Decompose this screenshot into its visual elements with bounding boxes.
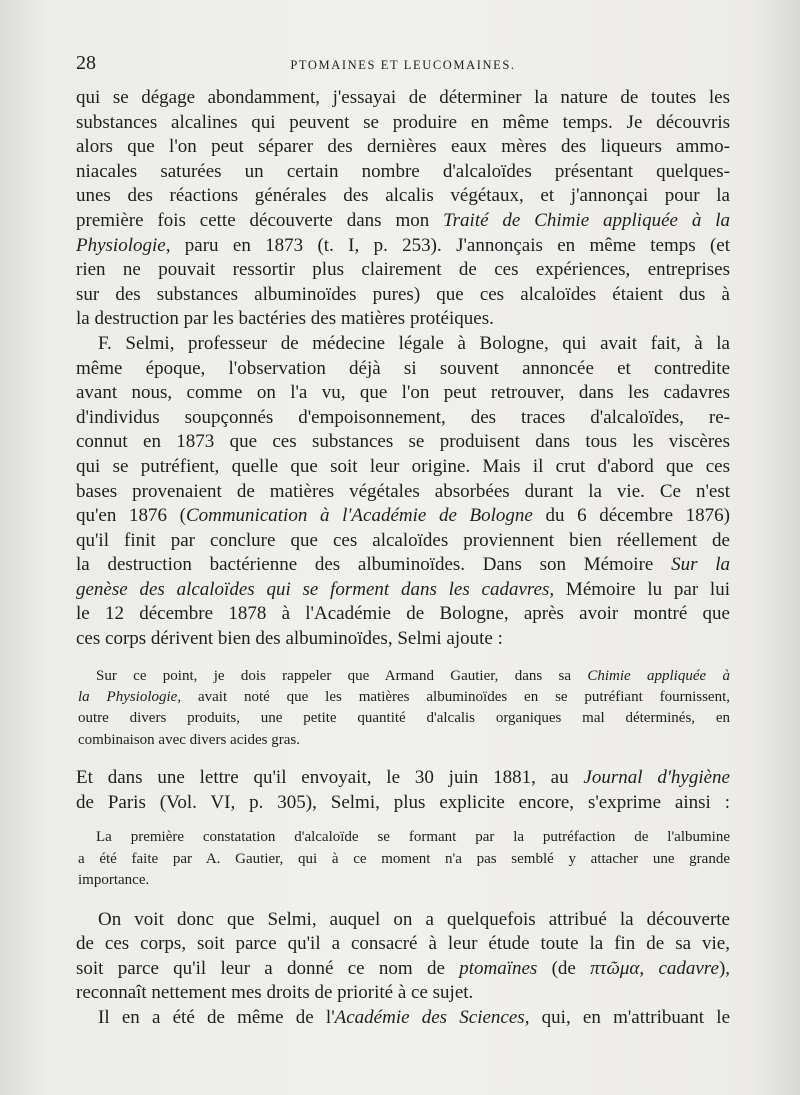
text-segment: Il en a été de même de l' — [98, 1007, 335, 1029]
text-line: de Paris (Vol. VI, p. 305), Selmi, plus explicite encore, s'exprime ainsi : — [76, 791, 730, 813]
text-line — [76, 578, 730, 603]
page-header — [76, 52, 730, 76]
text-line: qu'il finit par conclure que ces alcaloïdes proviennent bien réellement de — [76, 529, 730, 551]
text-line: unes des réactions générales des alcalis végétaux, et j'annonçai pour la — [76, 185, 730, 207]
page-body — [76, 86, 730, 1031]
text-line: sur des substances albuminoïdes pures) que ces alcaloïdes étaient dus à — [76, 283, 730, 305]
running-head: PTOMAINES ET LEUCOMAINES. — [290, 58, 516, 72]
communication-title: Communication à l'Académie de Bologne — [185, 505, 533, 527]
text-segment: Mémoire lu par lui — [554, 578, 730, 600]
text-line: le 12 décembre 1878 à l'Académie de Bologne, après avoir montré que — [76, 603, 730, 625]
text-line: avant nous, comme on l'a vu, que l'on peut retrouver, dans les cadavres — [76, 382, 730, 404]
text-line: niacales saturées un certain nombre d'alcaloïdes présentant quelques- — [76, 160, 730, 182]
text-line — [76, 504, 730, 529]
text-line: alors que l'on peut séparer des dernières eaux mères des liqueurs ammo- — [76, 136, 730, 158]
text-line — [76, 209, 730, 234]
text-line: d'individus soupçonnés d'empoisonnement, des traces d'alcaloïdes, re- — [76, 406, 730, 428]
text-segment: ), — [718, 957, 731, 979]
text-line — [78, 666, 730, 687]
text-line: La première constatation d'alcaloïde se formant par la putréfaction de l'albumine — [96, 829, 730, 846]
text-line — [76, 1006, 730, 1031]
text-line: reconnaît nettement mes droits de priorité à ce sujet. — [76, 982, 474, 1004]
text-line: ces corps dérivent bien des albuminoïdes, Selmi ajoute : — [76, 628, 503, 650]
text-line: importance. — [78, 872, 150, 889]
text-line: de ces corps, soit parce qu'il a consacré à leur étude toute la fin de sa vie, — [76, 933, 730, 955]
block-quote-2 — [78, 827, 730, 891]
text-line — [76, 553, 730, 578]
book-title-chimie: Chimie appliquée à — [587, 667, 730, 684]
text-line: la destruction par les bactéries des matières protéiques. — [76, 308, 494, 330]
text-line: qui se putréfient, quelle que soit leur origine. Mais il crut d'abord que ces — [76, 455, 730, 477]
term-ptomaines: ptomaïnes — [459, 957, 538, 979]
text-segment: Sur ce point, je dois rappeler que Armand Gautier, dans sa — [96, 667, 588, 684]
text-segment: Et dans une lettre qu'il envoyait, le 30 juin 1881, au — [76, 767, 584, 789]
text-line: combinaison avec divers acides gras. — [78, 731, 301, 748]
text-line: On voit donc que Selmi, auquel on a quelquefois attribué la découverte — [98, 908, 730, 930]
text-segment: la destruction bactérienne des albuminoïdes. Dans son Mémoire — [76, 554, 672, 576]
paragraph-5 — [76, 1006, 730, 1031]
academie-title: Académie des Sciences, — [334, 1007, 530, 1029]
paragraph-4 — [76, 908, 730, 1006]
book-title-physiologie-2: la Physiologie, — [78, 689, 182, 706]
text-segment: qui, en m'attribuant le — [529, 1007, 731, 1029]
paragraph-3 — [76, 766, 730, 815]
text-line: connut en 1873 que ces substances se produisent dans tous les viscères — [76, 431, 730, 453]
text-line: a été faite par A. Gautier, qui à ce moment n'a pas semblé y attacher une grande — [78, 850, 730, 867]
text-segment: qu'en 1876 ( — [76, 505, 186, 527]
block-quote-1 — [78, 666, 730, 752]
text-segment: soit parce qu'il leur a donné ce nom de — [76, 957, 460, 979]
book-title-physiologie: Physiologie, — [76, 234, 171, 256]
text-line: même époque, l'observation déjà si souvent annoncée et contredite — [76, 357, 730, 379]
text-line: bases provenaient de matières végétales absorbées durant la vie. Ce n'est — [76, 480, 730, 502]
page-number: 28 — [76, 52, 96, 74]
text-line — [76, 766, 730, 791]
text-line: substances alcalines qui peuvent se produire en même temps. Je découvris — [76, 111, 730, 133]
paragraph-1 — [76, 86, 730, 332]
memoire-title-end: genèse des alcaloïdes qui se forment dans les cadavres, — [76, 578, 555, 600]
text-segment: paru en 1873 (t. I, p. 253). J'annonçais en même temps (et — [170, 234, 730, 256]
book-title-traite: Traité de Chimie appliquée à la — [443, 209, 730, 231]
text-line — [76, 234, 730, 259]
memoire-title-start: Sur la — [671, 554, 730, 576]
greek-etymology: πτῶμα, cadavre — [590, 957, 719, 979]
text-line: qui se dégage abondamment, j'essayai de déterminer la nature de toutes les — [76, 87, 730, 108]
text-line — [76, 957, 730, 982]
journal-title: Journal d'hygiène — [583, 767, 730, 789]
text-line: rien ne pouvait ressortir plus clairement de ces expériences, entreprises — [76, 259, 730, 281]
text-line — [78, 687, 730, 708]
text-segment: du 6 décembre 1876) — [532, 505, 730, 527]
paragraph-2 — [76, 332, 730, 652]
text-segment: (de — [537, 957, 591, 979]
text-segment: première fois cette découverte dans mon — [76, 209, 444, 231]
text-line: F. Selmi, professeur de médecine légale à Bologne, qui avait fait, à la — [98, 332, 730, 354]
text-line: outre divers produits, une petite quantité d'alcalis organiques mal déterminés, en — [78, 710, 730, 727]
text-segment: avait noté que les matières albuminoïdes en se putréfiant fournissent, — [181, 689, 730, 706]
